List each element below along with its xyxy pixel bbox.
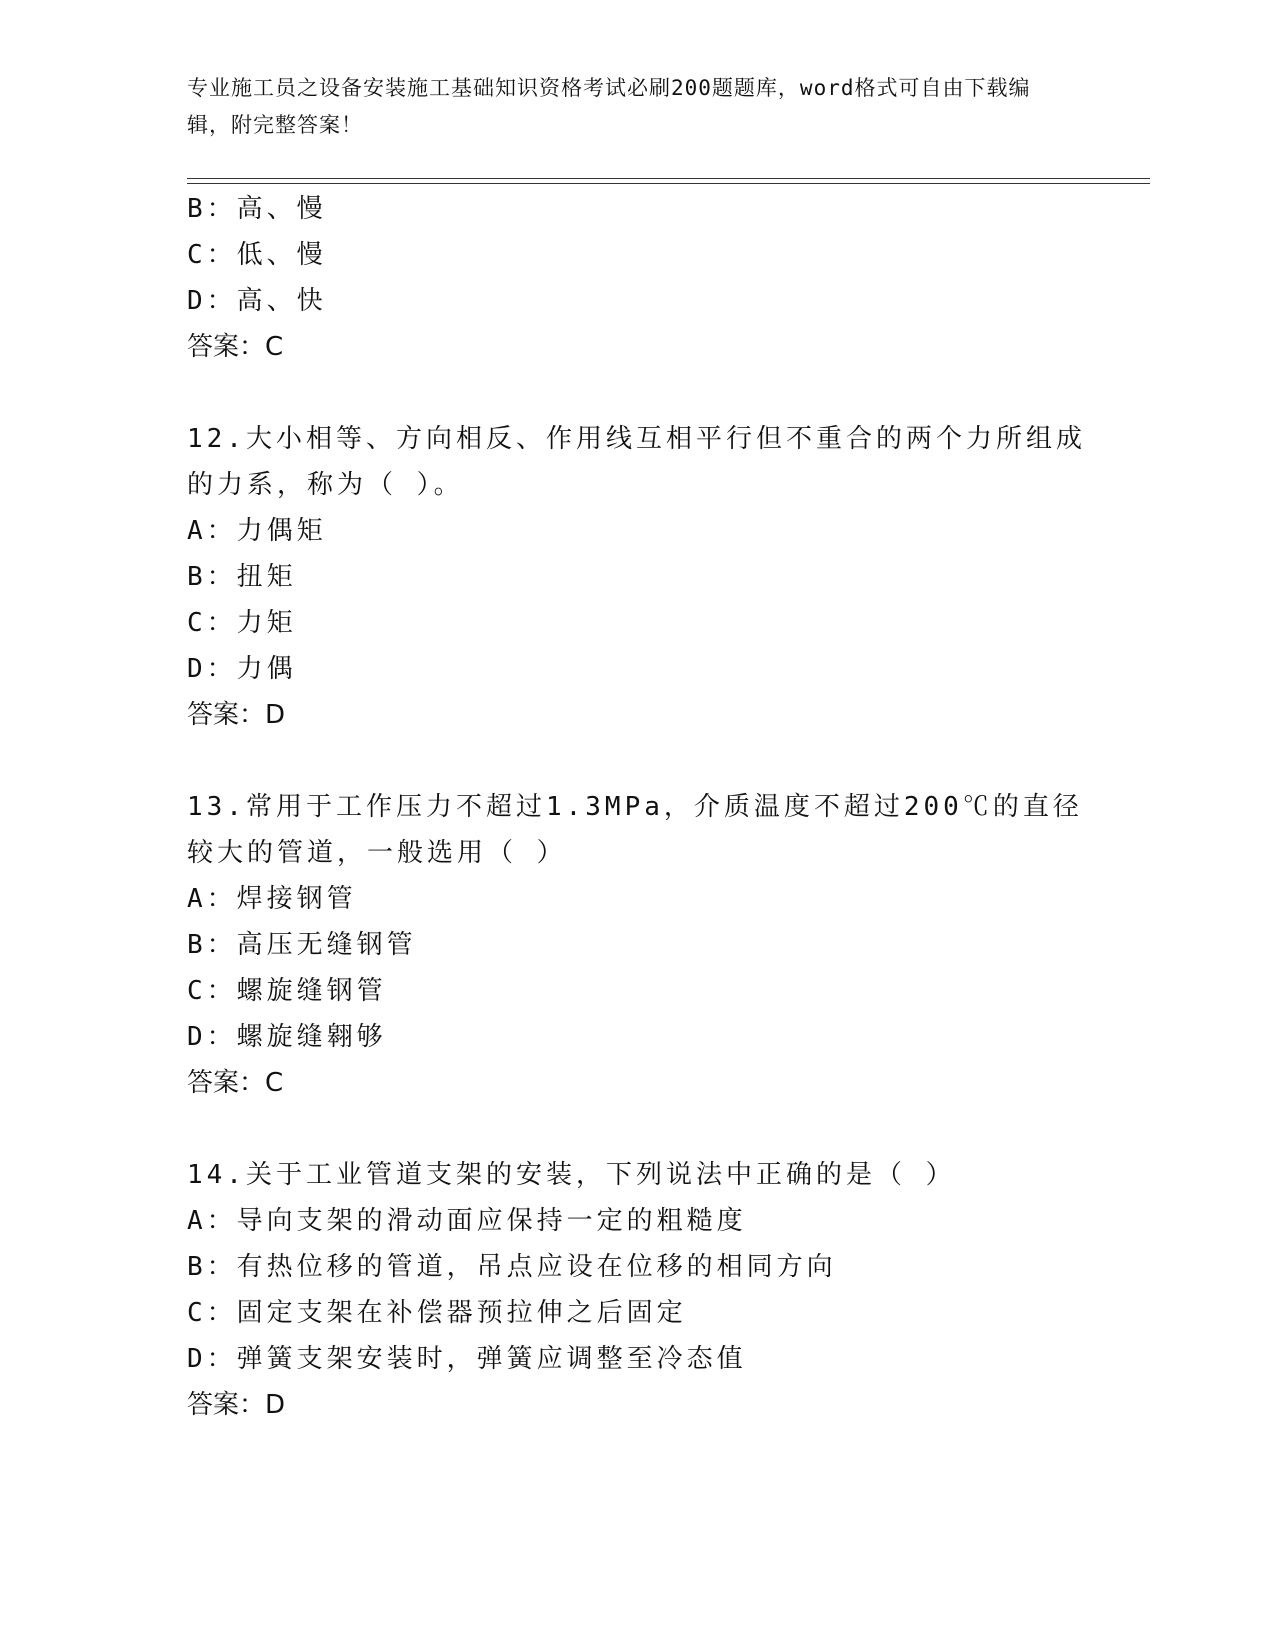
option-a: A：焊接钢管: [187, 884, 357, 914]
question-list: [187, 186, 1087, 1428]
option-c: C：固定支架在补偿器预拉伸之后固定: [187, 1298, 687, 1328]
option-c: C：螺旋缝钢管: [187, 976, 387, 1006]
answer-line: 答案：D: [187, 700, 286, 730]
option-d: D：螺旋缝翱够: [187, 1022, 387, 1052]
answer-line: 答案：D: [187, 1390, 286, 1420]
question-stem: 14.关于工业管道支架的安装，下列说法中正确的是（ ）: [187, 1160, 956, 1190]
question-stem: 12.大小相等、方向相反、作用线互相平行但不重合的两个力所组成的力系，称为（ ）。: [187, 424, 1086, 500]
answer-line: 答案：C: [187, 1068, 284, 1098]
option-d: D：高、快: [187, 286, 327, 316]
option-a: A：力偶矩: [187, 516, 327, 546]
option-c: C：力矩: [187, 608, 297, 638]
question-block-14: [187, 1152, 1087, 1428]
page-header: [187, 70, 1067, 144]
option-b: B：高压无缝钢管: [187, 930, 417, 960]
question-stem: 13.常用于工作压力不超过1.3MPa，介质温度不超过200℃的直径较大的管道，一般选用（ ）: [187, 792, 1083, 868]
option-b: B：扭矩: [187, 562, 297, 592]
question-block-12: [187, 416, 1087, 738]
page-title: 专业施工员之设备安装施工基础知识资格考试必刷200题题库，word格式可自由下载编辑，附完整答案！: [187, 76, 1031, 137]
question-block-11-partial: [187, 186, 1087, 370]
option-b: B：高、慢: [187, 194, 327, 224]
option-d: D：弹簧支架安装时，弹簧应调整至冷态值: [187, 1344, 747, 1374]
question-block-13: [187, 784, 1087, 1106]
option-b: B：有热位移的管道，吊点应设在位移的相同方向: [187, 1252, 837, 1282]
header-divider: [187, 178, 1150, 184]
option-c: C：低、慢: [187, 240, 327, 270]
option-d: D：力偶: [187, 654, 297, 684]
option-a: A：导向支架的滑动面应保持一定的粗糙度: [187, 1206, 747, 1236]
answer-line: 答案：C: [187, 332, 284, 362]
